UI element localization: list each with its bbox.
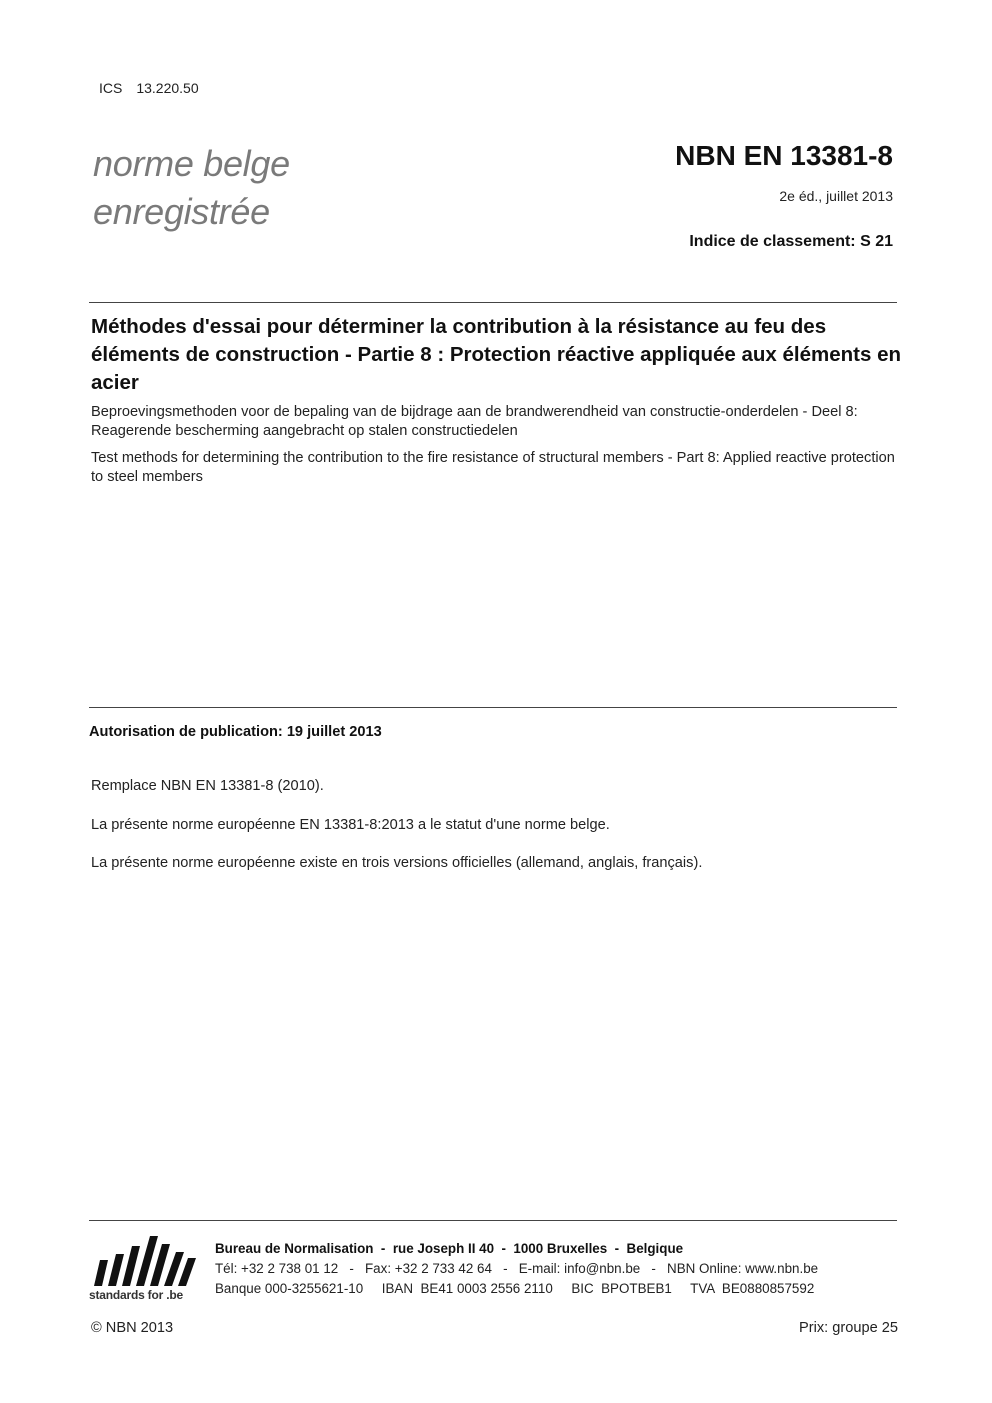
middle-divider (89, 707, 897, 708)
brand-line-1: norme belge (93, 143, 290, 184)
price-group: Prix: groupe 25 (799, 1320, 898, 1336)
top-divider (89, 302, 897, 303)
footer-divider (89, 1220, 897, 1221)
ics-code: 13.220.50 (136, 80, 199, 96)
logo-tagline: standards for .be (89, 1288, 183, 1302)
replaces-notice: Remplace NBN EN 13381-8 (2010). (91, 778, 324, 794)
footer-contact: Tél: +32 2 738 01 12 - Fax: +32 2 733 42 64 - E-mail: info@nbn.be - NBN Online: www.nbn.be (215, 1261, 819, 1276)
brand-title (93, 140, 290, 236)
footer-address: Bureau de Normalisation - rue Joseph II 40 - 1000 Bruxelles - Belgique (215, 1241, 684, 1256)
classification-index: Indice de classement: S 21 (689, 233, 893, 250)
footer-bank-details: Banque 000-3255621-10 IBAN BE41 0003 2556 2110 BIC BPOTBEB1 TVA BE0880857592 (215, 1281, 815, 1296)
ics-classification (99, 80, 199, 96)
brand-line-2: enregistrée (93, 191, 270, 232)
copyright: © NBN 2013 (91, 1320, 174, 1336)
publication-authorisation: Autorisation de publication: 19 juillet 2013 (89, 724, 382, 740)
standard-number: NBN EN 13381-8 (675, 140, 893, 171)
ics-label: ICS (99, 80, 123, 96)
title-english: Test methods for determining the contribution to the fire resistance of structural members - Part 8: Applied reactive protection to steel members (91, 450, 895, 485)
title-french: Méthodes d'essai pour déterminer la contribution à la résistance au feu des éléments de construction - Partie 8 : Protection réactive appliquée aux éléments en acier (91, 315, 902, 394)
title-dutch: Beproevingsmethoden voor de bepaling van de bijdrage aan de brandwerendheid van constructie-onderdelen - Deel 8: Reagerende bescherming aangebracht op stalen constructiedelen (91, 404, 858, 439)
edition-date: 2e éd., juillet 2013 (779, 188, 893, 204)
versions-notice: La présente norme européenne existe en trois versions officielles (allemand, anglais, français). (91, 855, 703, 871)
status-notice: La présente norme européenne EN 13381-8:2013 a le statut d'une norme belge. (91, 817, 610, 833)
